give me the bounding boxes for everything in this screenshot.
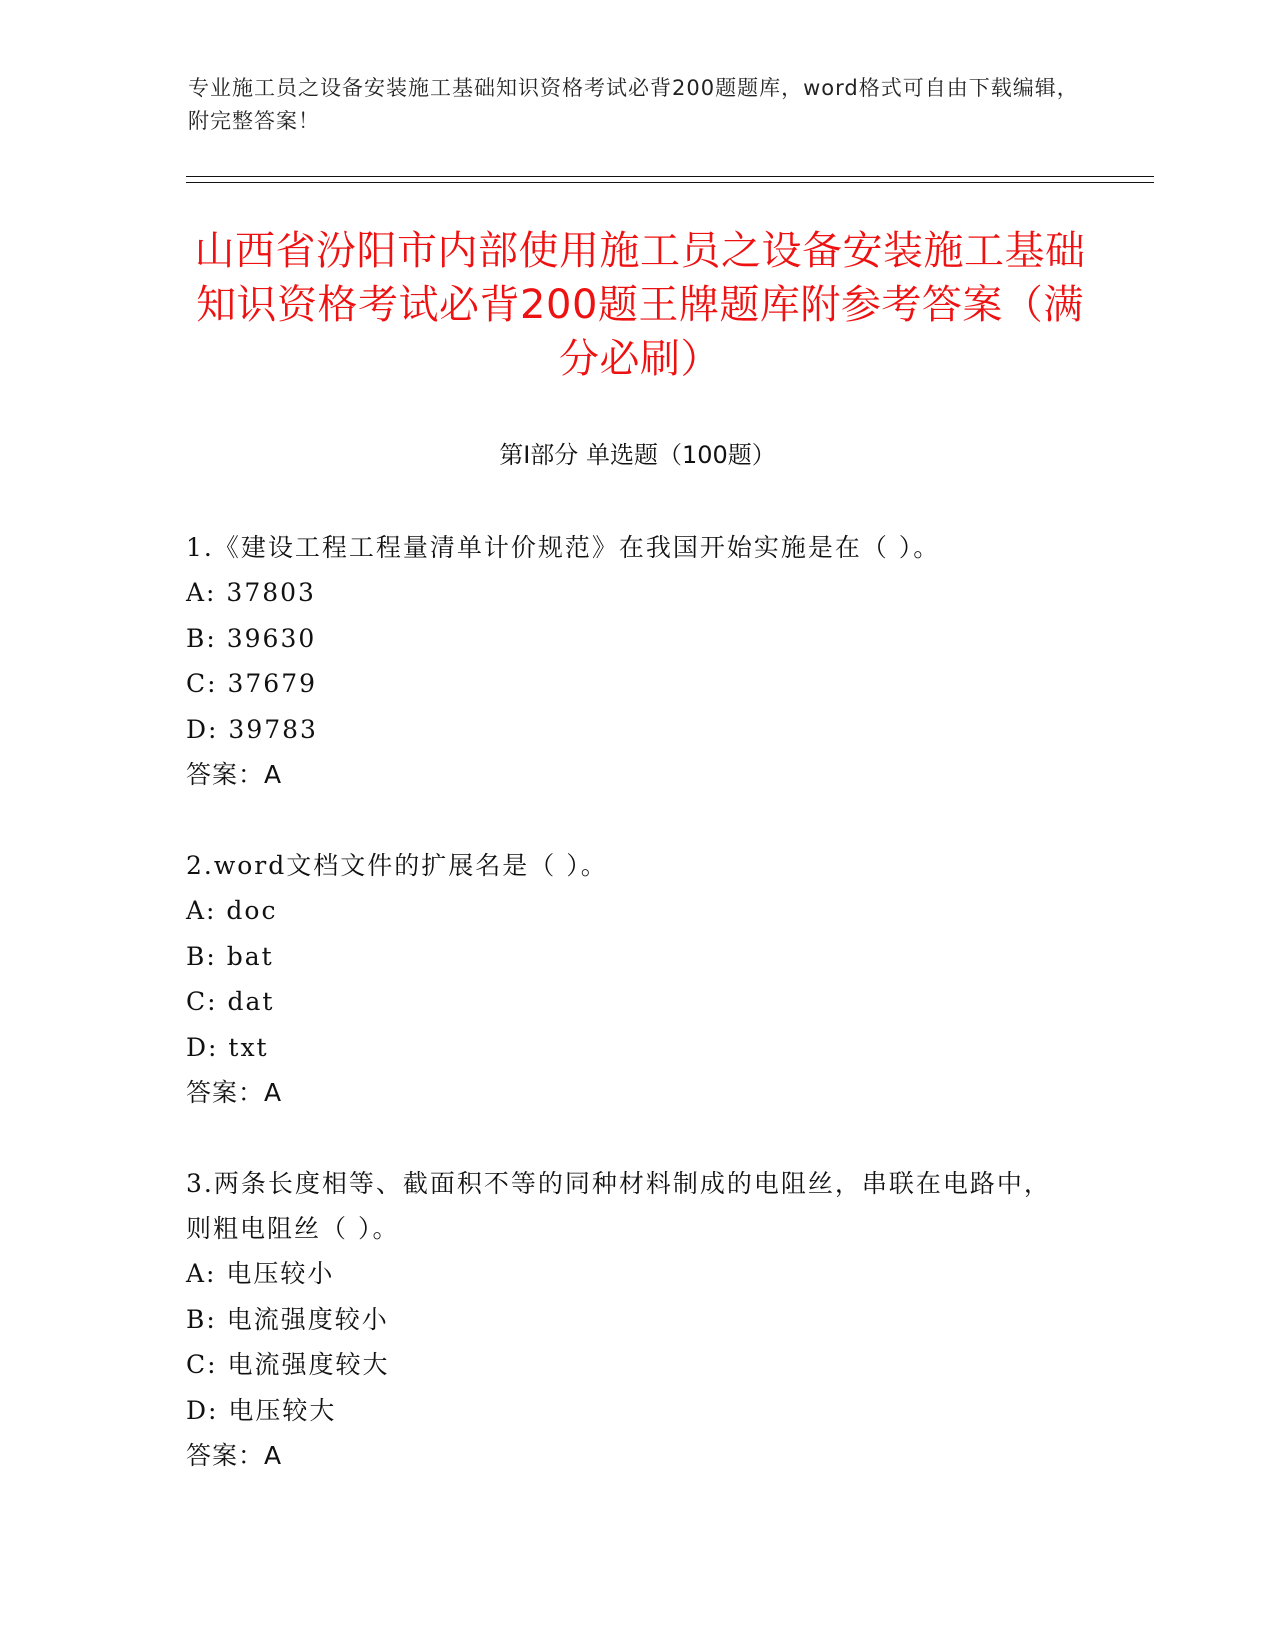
option-a: A: 电压较小 [186, 1259, 335, 1288]
option-b: B: 39630 [186, 623, 317, 653]
header-note: 专业施工员之设备安装施工基础知识资格考试必背200题题库，word格式可自由下载编辑，附完整答案！ [188, 76, 1079, 133]
option-d: D: 39783 [186, 714, 318, 744]
document-title: 山西省汾阳市内部使用施工员之设备安装施工基础知识资格考试必背200题王牌题库附参考答案（满分必刷） [194, 228, 1086, 382]
option-d: D: 电压较大 [186, 1395, 337, 1425]
option-c: C: dat [186, 987, 275, 1016]
question-stem: 2.word文档文件的扩展名是（ ）。 [186, 851, 608, 880]
option-a: A: doc [186, 896, 278, 925]
question-2 [186, 843, 1066, 1115]
question-1 [186, 525, 1066, 797]
option-b: B: 电流强度较小 [186, 1304, 389, 1334]
option-c: C: 37679 [186, 669, 318, 698]
question-stem: 3.两条长度相等、截面积不等的同种材料制成的电阻丝，串联在电路中，则粗电阻丝（ ）。 [186, 1169, 1051, 1243]
option-b: B: bat [186, 941, 274, 971]
option-d: D: txt [186, 1032, 269, 1062]
header-divider-bottom [186, 182, 1154, 183]
section-title: 第Ⅰ部分 单选题（100题） [499, 441, 776, 469]
answer: 答案：A [186, 1078, 283, 1107]
answer: 答案：A [186, 1441, 283, 1470]
header-divider-top [186, 176, 1154, 177]
option-a: A: 37803 [186, 578, 316, 607]
answer: 答案：A [186, 760, 283, 789]
option-c: C: 电流强度较大 [186, 1350, 390, 1379]
question-3 [186, 1161, 1066, 1478]
question-stem: 1.《建设工程工程量清单计价规范》在我国开始实施是在（ ）。 [186, 533, 941, 562]
